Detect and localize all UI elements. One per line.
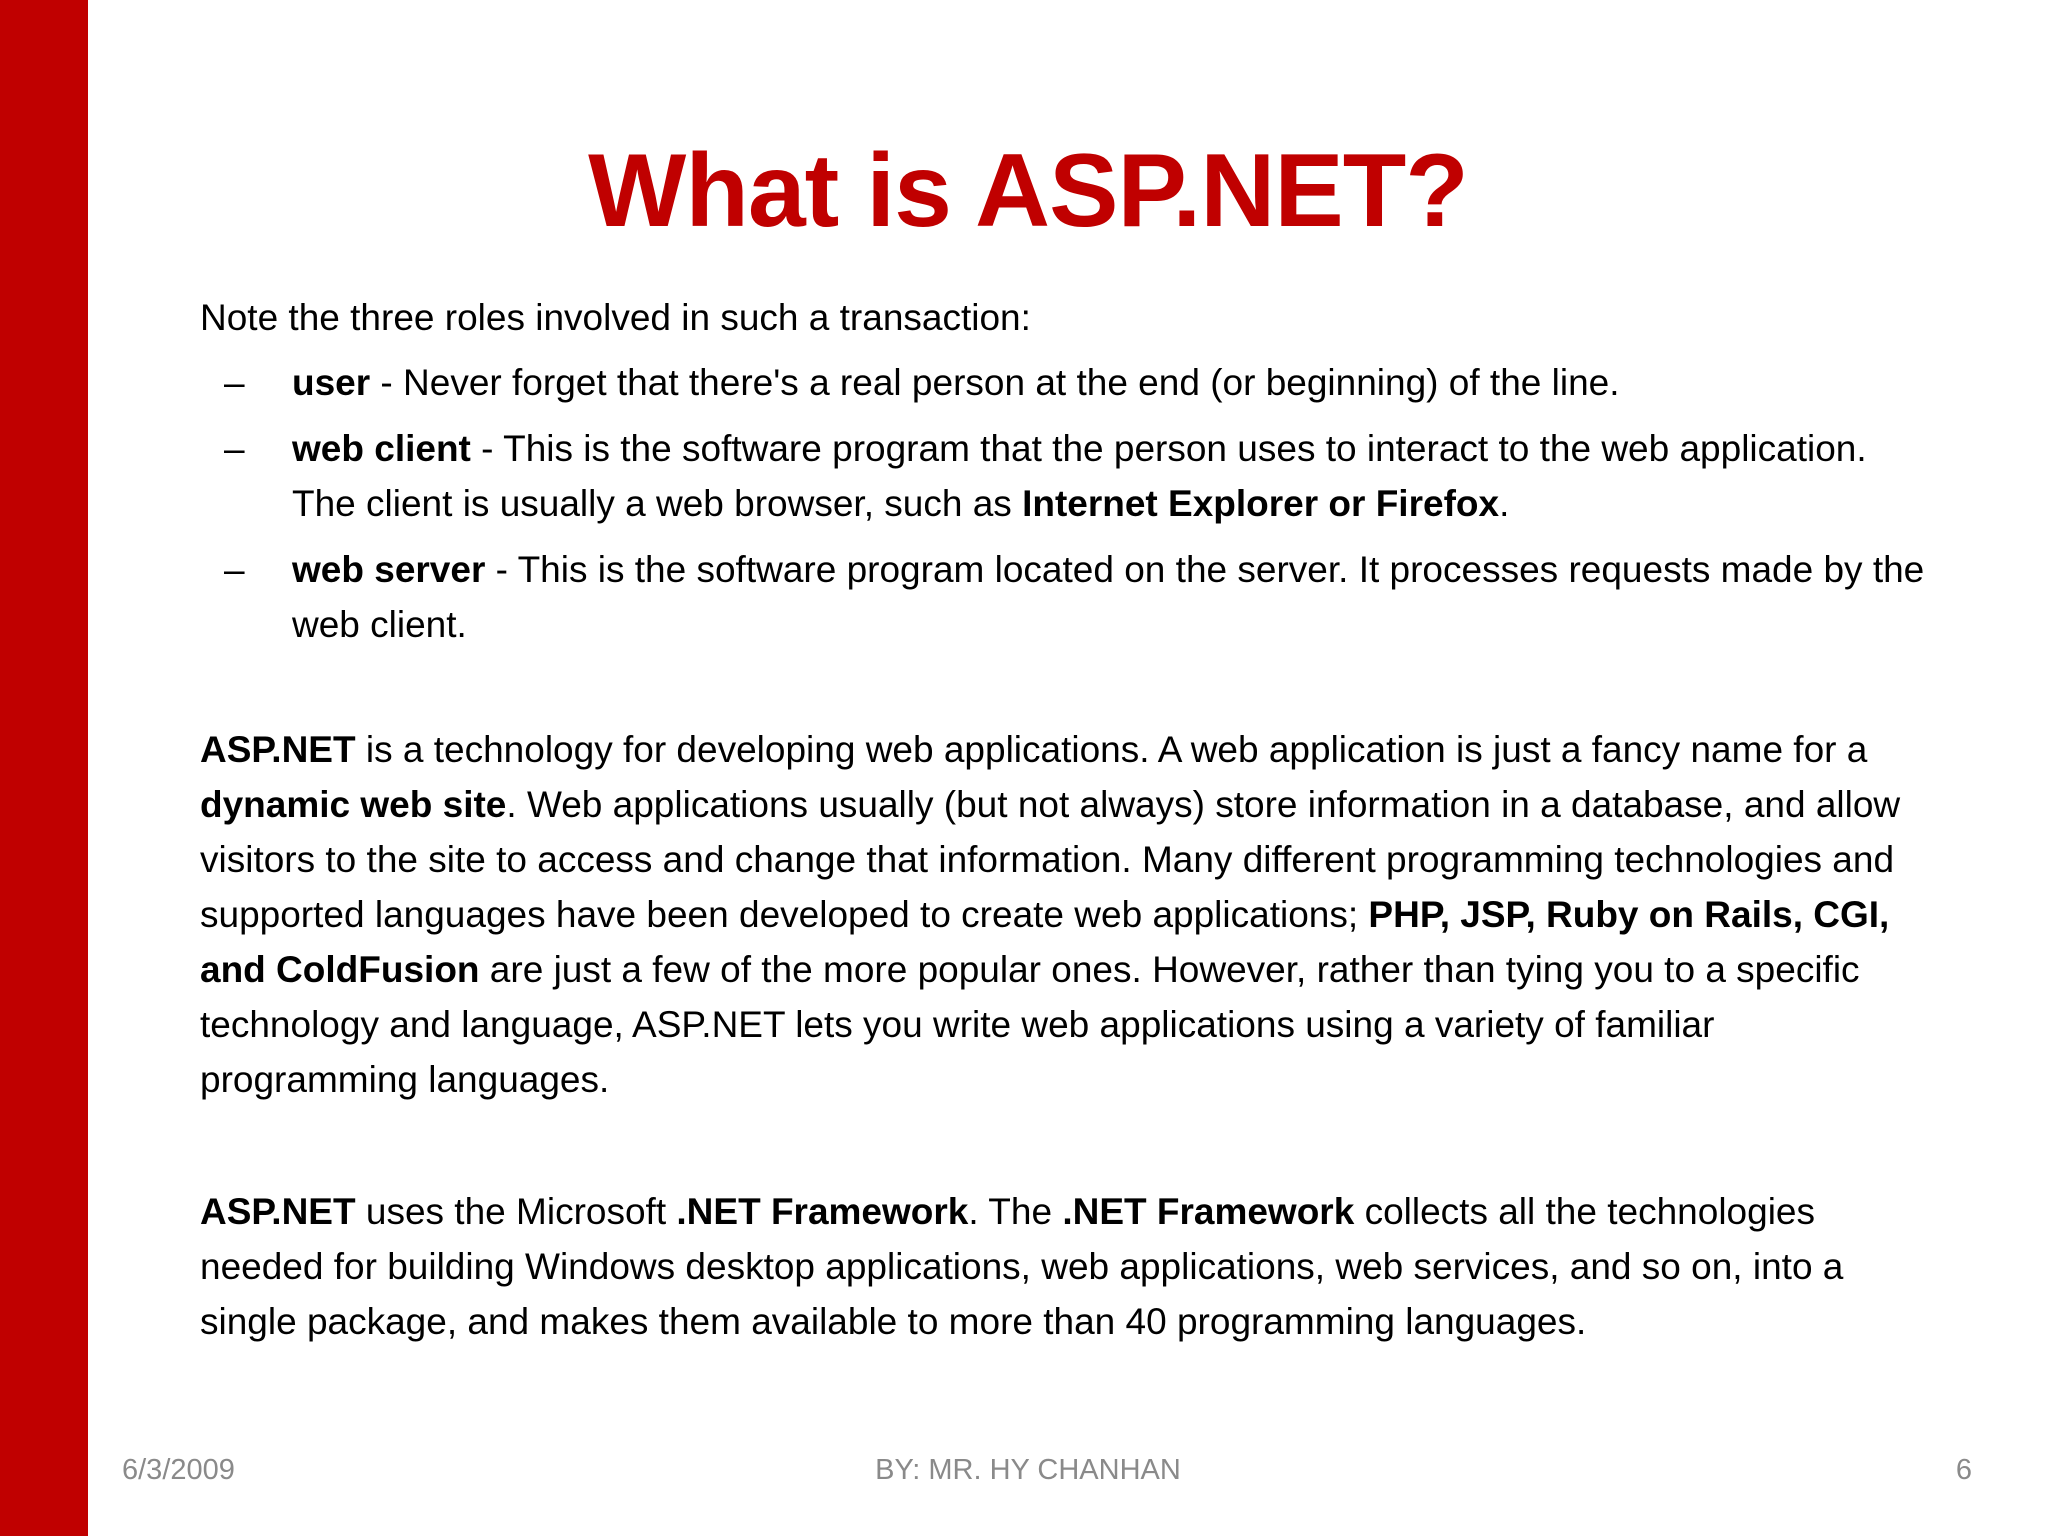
footer-author: BY: MR. HY CHANHAN — [875, 1454, 1181, 1486]
aspnet-description-paragraph — [200, 722, 1940, 1107]
role-item-user — [200, 355, 1940, 410]
dash-bullet-icon: – — [224, 549, 245, 590]
side-accent-bar — [0, 0, 88, 1536]
dash-bullet-icon: – — [224, 428, 245, 469]
bold-term: ASP.NET — [200, 729, 356, 770]
role-term: web server — [292, 549, 486, 590]
intro-text: Note the three roles involved in such a transaction: — [200, 297, 1031, 338]
role-description: - This is the software program located on the server. It processes requests made by the web client. — [292, 549, 1925, 645]
bold-term: .NET Framework — [676, 1191, 969, 1232]
paragraph-text: are just a few of the more popular ones. However, rather than tying you to a specific technology and language, ASP.NET lets you write web applications using a variety of familiar programming languages. — [200, 949, 1860, 1100]
net-framework-paragraph — [200, 1184, 1940, 1349]
role-item-web-server — [200, 542, 1940, 652]
paragraph-text: is a technology for developing web applications. A web application is just a fancy name for a — [355, 729, 1868, 770]
role-description: - This is the software program that the person uses to interact to the web application. The client is usually a web browser, such as — [292, 428, 1867, 524]
role-description: - Never forget that there's a real person at the end (or beginning) of the line. — [370, 362, 1620, 403]
bold-term: PHP, JSP, Ruby on Rails, CGI, and ColdFusion — [200, 894, 1890, 990]
bold-term: dynamic web site — [200, 784, 507, 825]
slide-title: What is ASP.NET? — [588, 133, 1468, 249]
dash-bullet-icon: – — [224, 362, 245, 403]
slide-body — [200, 290, 1940, 1349]
paragraph-text: . The — [968, 1191, 1063, 1232]
role-term: web client — [292, 428, 471, 469]
bold-term: .NET Framework — [1062, 1191, 1355, 1232]
bold-term: ASP.NET — [200, 1191, 356, 1232]
role-item-web-client — [200, 421, 1940, 531]
browser-examples: Internet Explorer or Firefox — [1022, 483, 1500, 524]
roles-list — [200, 355, 1940, 652]
role-term: user — [292, 362, 371, 403]
paragraph-text: uses the Microsoft — [355, 1191, 677, 1232]
paragraph-text: . Web applications usually (but not always) store information in a database, and allow visitors to the site to access and change that information. Many different programming technologies and supported languages have been developed to create web applications; — [200, 784, 1901, 935]
sentence-end: . — [1499, 483, 1510, 524]
page-number: 6 — [1955, 1454, 1972, 1486]
footer-date: 6/3/2009 — [122, 1454, 235, 1486]
paragraph-text: collects all the technologies needed for building Windows desktop applications, web applications, web services, and so on, into a single package, and makes them available to more than 40 programming languages. — [200, 1191, 1844, 1342]
